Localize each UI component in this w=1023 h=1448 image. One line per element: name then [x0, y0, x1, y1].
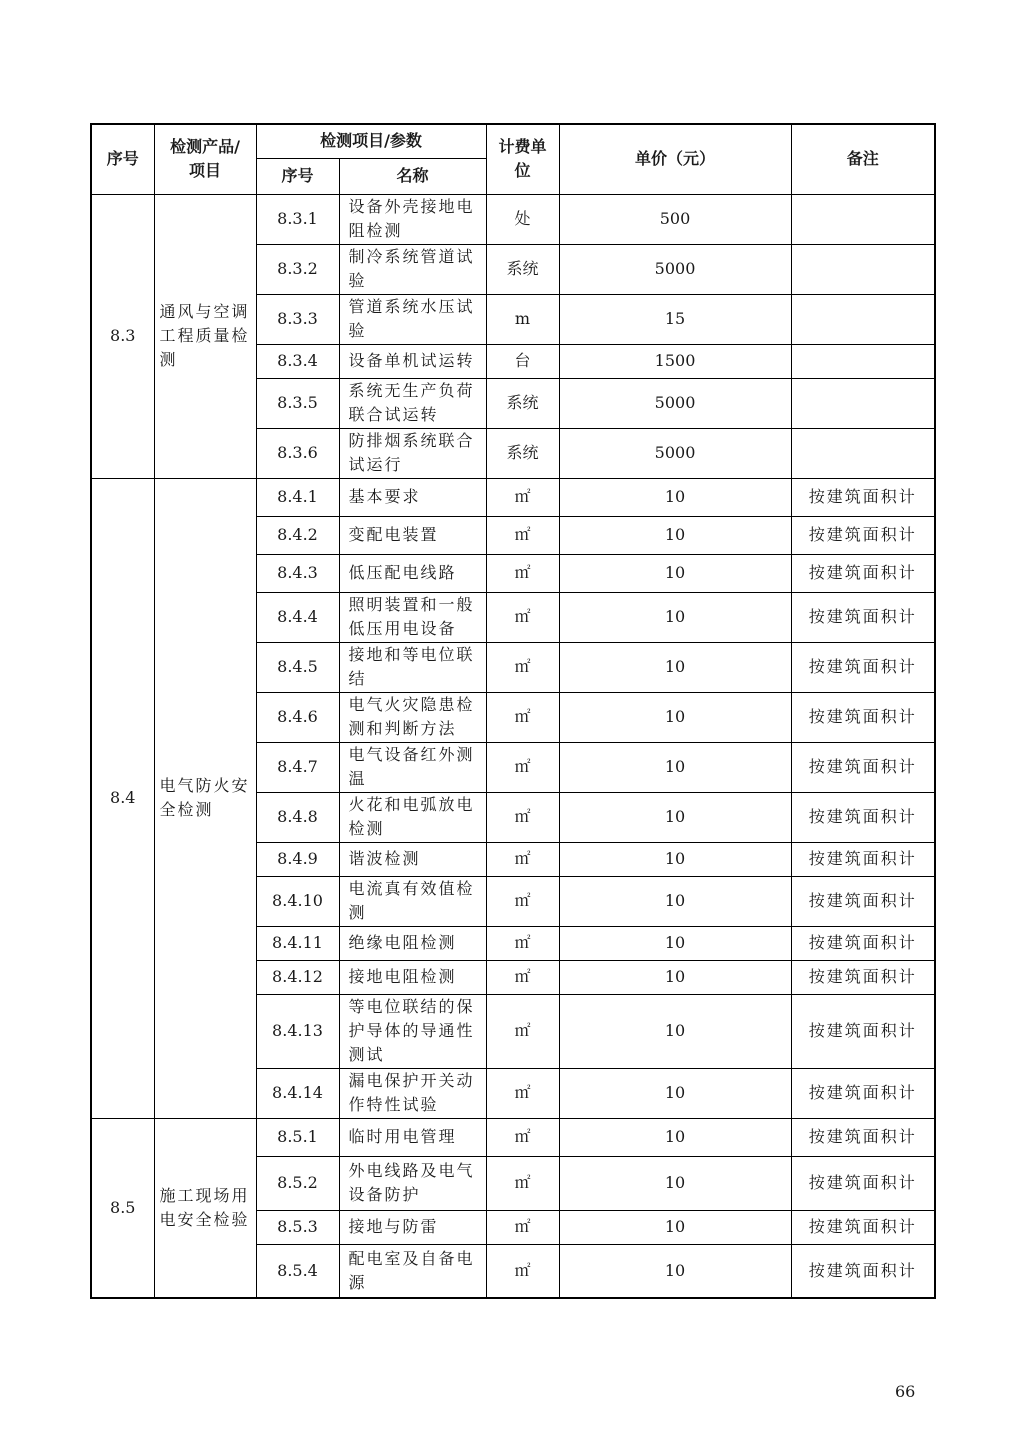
- item-name: 接地与防雷: [339, 1210, 486, 1244]
- item-unit: ㎡: [486, 692, 559, 742]
- header-seq: 序号: [91, 124, 154, 194]
- item-remark: [791, 428, 935, 478]
- item-seq: 8.3.6: [256, 428, 339, 478]
- item-price: 10: [559, 1068, 791, 1118]
- item-price: 10: [559, 554, 791, 592]
- header-unit: 计费单位: [486, 124, 559, 194]
- price-table: [90, 123, 936, 1299]
- item-remark: 按建筑面积计: [791, 876, 935, 926]
- item-unit: ㎡: [486, 516, 559, 554]
- item-remark: 按建筑面积计: [791, 642, 935, 692]
- header-remark: 备注: [791, 124, 935, 194]
- item-unit: ㎡: [486, 926, 559, 960]
- item-name: 漏电保护开关动作特性试验: [339, 1068, 486, 1118]
- item-price: 10: [559, 1156, 791, 1210]
- item-name: 接地电阻检测: [339, 960, 486, 994]
- item-seq: 8.4.5: [256, 642, 339, 692]
- item-remark: 按建筑面积计: [791, 1244, 935, 1298]
- item-unit: ㎡: [486, 478, 559, 516]
- group-seq: 8.4: [91, 478, 154, 1118]
- header-items-params: 检测项目/参数: [256, 124, 486, 158]
- item-name: 变配电装置: [339, 516, 486, 554]
- item-remark: 按建筑面积计: [791, 1156, 935, 1210]
- item-seq: 8.4.1: [256, 478, 339, 516]
- table-header: [91, 124, 935, 194]
- item-price: 10: [559, 642, 791, 692]
- item-seq: 8.4.3: [256, 554, 339, 592]
- item-price: 10: [559, 1210, 791, 1244]
- item-seq: 8.4.6: [256, 692, 339, 742]
- item-price: 10: [559, 926, 791, 960]
- item-price: 10: [559, 960, 791, 994]
- header-sub-name: 名称: [339, 158, 486, 194]
- table-row: [91, 1118, 935, 1156]
- item-name: 低压配电线路: [339, 554, 486, 592]
- item-unit: ㎡: [486, 1156, 559, 1210]
- item-seq: 8.5.1: [256, 1118, 339, 1156]
- item-remark: [791, 244, 935, 294]
- item-unit: 系统: [486, 428, 559, 478]
- item-price: 10: [559, 516, 791, 554]
- item-unit: 台: [486, 344, 559, 378]
- item-price: 10: [559, 742, 791, 792]
- item-seq: 8.4.4: [256, 592, 339, 642]
- item-name: 制冷系统管道试验: [339, 244, 486, 294]
- item-unit: 系统: [486, 244, 559, 294]
- item-remark: 按建筑面积计: [791, 960, 935, 994]
- item-unit: ㎡: [486, 960, 559, 994]
- item-unit: ㎡: [486, 842, 559, 876]
- item-seq: 8.5.2: [256, 1156, 339, 1210]
- item-unit: ㎡: [486, 592, 559, 642]
- item-remark: [791, 378, 935, 428]
- item-name: 等电位联结的保护导体的导通性测试: [339, 994, 486, 1068]
- group-seq: 8.3: [91, 194, 154, 478]
- item-name: 电气火灾隐患检测和判断方法: [339, 692, 486, 742]
- item-remark: [791, 344, 935, 378]
- header-product: 检测产品/项目: [154, 124, 256, 194]
- item-seq: 8.3.5: [256, 378, 339, 428]
- item-unit: 系统: [486, 378, 559, 428]
- table-body: [91, 194, 935, 1298]
- group-product: 施工现场用电安全检验: [154, 1118, 256, 1298]
- item-seq: 8.4.14: [256, 1068, 339, 1118]
- item-name: 火花和电弧放电检测: [339, 792, 486, 842]
- item-seq: 8.4.10: [256, 876, 339, 926]
- item-unit: ㎡: [486, 642, 559, 692]
- item-name: 接地和等电位联结: [339, 642, 486, 692]
- item-seq: 8.3.4: [256, 344, 339, 378]
- item-seq: 8.4.11: [256, 926, 339, 960]
- item-unit: ㎡: [486, 1118, 559, 1156]
- item-price: 10: [559, 1244, 791, 1298]
- table-row: [91, 478, 935, 516]
- item-unit: m: [486, 294, 559, 344]
- item-remark: 按建筑面积计: [791, 994, 935, 1068]
- item-remark: 按建筑面积计: [791, 792, 935, 842]
- item-seq: 8.3.2: [256, 244, 339, 294]
- item-seq: 8.4.12: [256, 960, 339, 994]
- item-remark: 按建筑面积计: [791, 742, 935, 792]
- item-seq: 8.4.9: [256, 842, 339, 876]
- item-price: 5000: [559, 378, 791, 428]
- header-sub-seq: 序号: [256, 158, 339, 194]
- item-price: 5000: [559, 428, 791, 478]
- item-name: 照明装置和一般低压用电设备: [339, 592, 486, 642]
- item-price: 10: [559, 592, 791, 642]
- item-name: 管道系统水压试验: [339, 294, 486, 344]
- item-remark: 按建筑面积计: [791, 478, 935, 516]
- item-seq: 8.5.4: [256, 1244, 339, 1298]
- item-name: 谐波检测: [339, 842, 486, 876]
- item-seq: 8.3.1: [256, 194, 339, 244]
- item-name: 临时用电管理: [339, 1118, 486, 1156]
- item-remark: [791, 294, 935, 344]
- item-price: 10: [559, 1118, 791, 1156]
- item-unit: ㎡: [486, 876, 559, 926]
- item-name: 系统无生产负荷联合试运转: [339, 378, 486, 428]
- item-seq: 8.4.13: [256, 994, 339, 1068]
- item-name: 绝缘电阻检测: [339, 926, 486, 960]
- item-name: 电气设备红外测温: [339, 742, 486, 792]
- item-remark: 按建筑面积计: [791, 1118, 935, 1156]
- item-price: 10: [559, 692, 791, 742]
- item-price: 10: [559, 876, 791, 926]
- item-remark: 按建筑面积计: [791, 592, 935, 642]
- item-unit: ㎡: [486, 1244, 559, 1298]
- item-name: 设备单机试运转: [339, 344, 486, 378]
- group-product: 通风与空调工程质量检测: [154, 194, 256, 478]
- table-row: [91, 194, 935, 244]
- item-remark: 按建筑面积计: [791, 554, 935, 592]
- item-name: 配电室及自备电源: [339, 1244, 486, 1298]
- item-remark: 按建筑面积计: [791, 516, 935, 554]
- item-price: 10: [559, 994, 791, 1068]
- item-seq: 8.3.3: [256, 294, 339, 344]
- item-name: 外电线路及电气设备防护: [339, 1156, 486, 1210]
- item-seq: 8.4.7: [256, 742, 339, 792]
- item-seq: 8.4.2: [256, 516, 339, 554]
- item-remark: 按建筑面积计: [791, 842, 935, 876]
- item-seq: 8.4.8: [256, 792, 339, 842]
- item-unit: 处: [486, 194, 559, 244]
- group-product: 电气防火安全检测: [154, 478, 256, 1118]
- item-name: 设备外壳接地电阻检测: [339, 194, 486, 244]
- page-number: 66: [895, 1382, 916, 1401]
- item-price: 500: [559, 194, 791, 244]
- item-remark: 按建筑面积计: [791, 926, 935, 960]
- item-unit: ㎡: [486, 1210, 559, 1244]
- item-price: 10: [559, 792, 791, 842]
- item-remark: 按建筑面积计: [791, 1068, 935, 1118]
- item-remark: [791, 194, 935, 244]
- item-unit: ㎡: [486, 742, 559, 792]
- group-seq: 8.5: [91, 1118, 154, 1298]
- item-name: 防排烟系统联合试运行: [339, 428, 486, 478]
- item-remark: 按建筑面积计: [791, 1210, 935, 1244]
- item-seq: 8.5.3: [256, 1210, 339, 1244]
- item-name: 电流真有效值检测: [339, 876, 486, 926]
- item-unit: ㎡: [486, 994, 559, 1068]
- item-name: 基本要求: [339, 478, 486, 516]
- item-price: 10: [559, 842, 791, 876]
- header-price: 单价（元）: [559, 124, 791, 194]
- item-unit: ㎡: [486, 554, 559, 592]
- item-price: 15: [559, 294, 791, 344]
- item-unit: ㎡: [486, 1068, 559, 1118]
- item-price: 10: [559, 478, 791, 516]
- item-price: 5000: [559, 244, 791, 294]
- item-unit: ㎡: [486, 792, 559, 842]
- item-price: 1500: [559, 344, 791, 378]
- item-remark: 按建筑面积计: [791, 692, 935, 742]
